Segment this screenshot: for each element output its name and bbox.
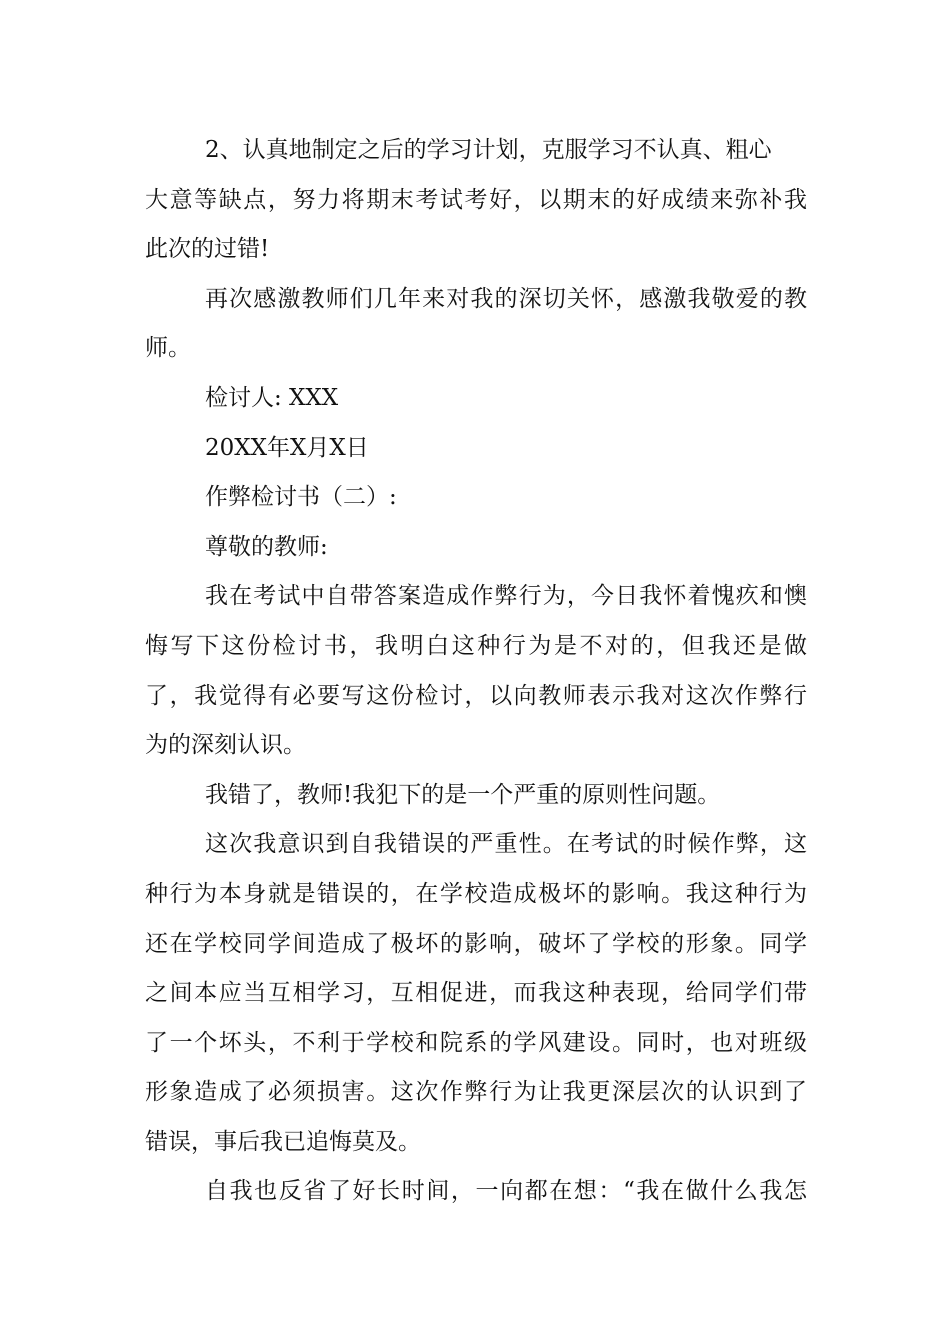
- paragraph-line: 大意等缺点，努力将期末考试考好，以期末的好成绩来弥补我: [145, 186, 807, 213]
- paragraph-line: 了一个坏头，不利于学校和院系的学风建设。同时，也对班级: [145, 1029, 807, 1056]
- paragraph-line: 了，我觉得有必要写这份检讨，以向教师表示我对这次作弊行: [145, 682, 807, 709]
- signature-line: 检讨人: XXX: [205, 384, 339, 411]
- paragraph-line: 此次的过错!: [145, 236, 270, 263]
- paragraph-line: 错误，事后我已追悔莫及。: [145, 1128, 421, 1155]
- paragraph-line: 自我也反省了好长时间，一向都在想：“我在做什么我怎: [205, 1178, 807, 1205]
- paragraph-line: 之间本应当互相学习，互相促进，而我这种表现，给同学们带: [145, 980, 807, 1007]
- paragraph-line: 悔写下这份检讨书，我明白这种行为是不对的，但我还是做: [145, 632, 807, 659]
- paragraph-line: 这次我意识到自我错误的严重性。在考试的时候作弊，这: [205, 831, 807, 858]
- paragraph-line: 师。: [145, 335, 191, 362]
- paragraph-line: 我在考试中自带答案造成作弊行为，今日我怀着愧疚和懊: [205, 583, 807, 610]
- date-line: 20XX年X月X日: [205, 434, 369, 461]
- paragraph-line: 形象造成了必须损害。这次作弊行为让我更深层次的认识到了: [145, 1079, 807, 1106]
- paragraph-line: 为的深刻认识。: [145, 732, 306, 759]
- paragraph-line: 还在学校同学间造成了极坏的影响，破坏了学校的形象。同学: [145, 930, 807, 957]
- paragraph-line: 2、认真地制定之后的学习计划，克服学习不认真、粗心: [205, 137, 772, 163]
- document-body: [145, 126, 807, 1217]
- paragraph-line: 再次感激教师们几年来对我的深切关怀，感激我敬爱的教: [205, 285, 807, 312]
- salutation: 尊敬的教师:: [205, 533, 328, 560]
- section-title: 作弊检讨书（二）:: [205, 484, 397, 511]
- paragraph-line: 种行为本身就是错误的，在学校造成极坏的影响。我这种行为: [145, 880, 807, 907]
- paragraph-line: 我错了，教师!我犯下的是一个严重的原则性问题。: [205, 781, 721, 808]
